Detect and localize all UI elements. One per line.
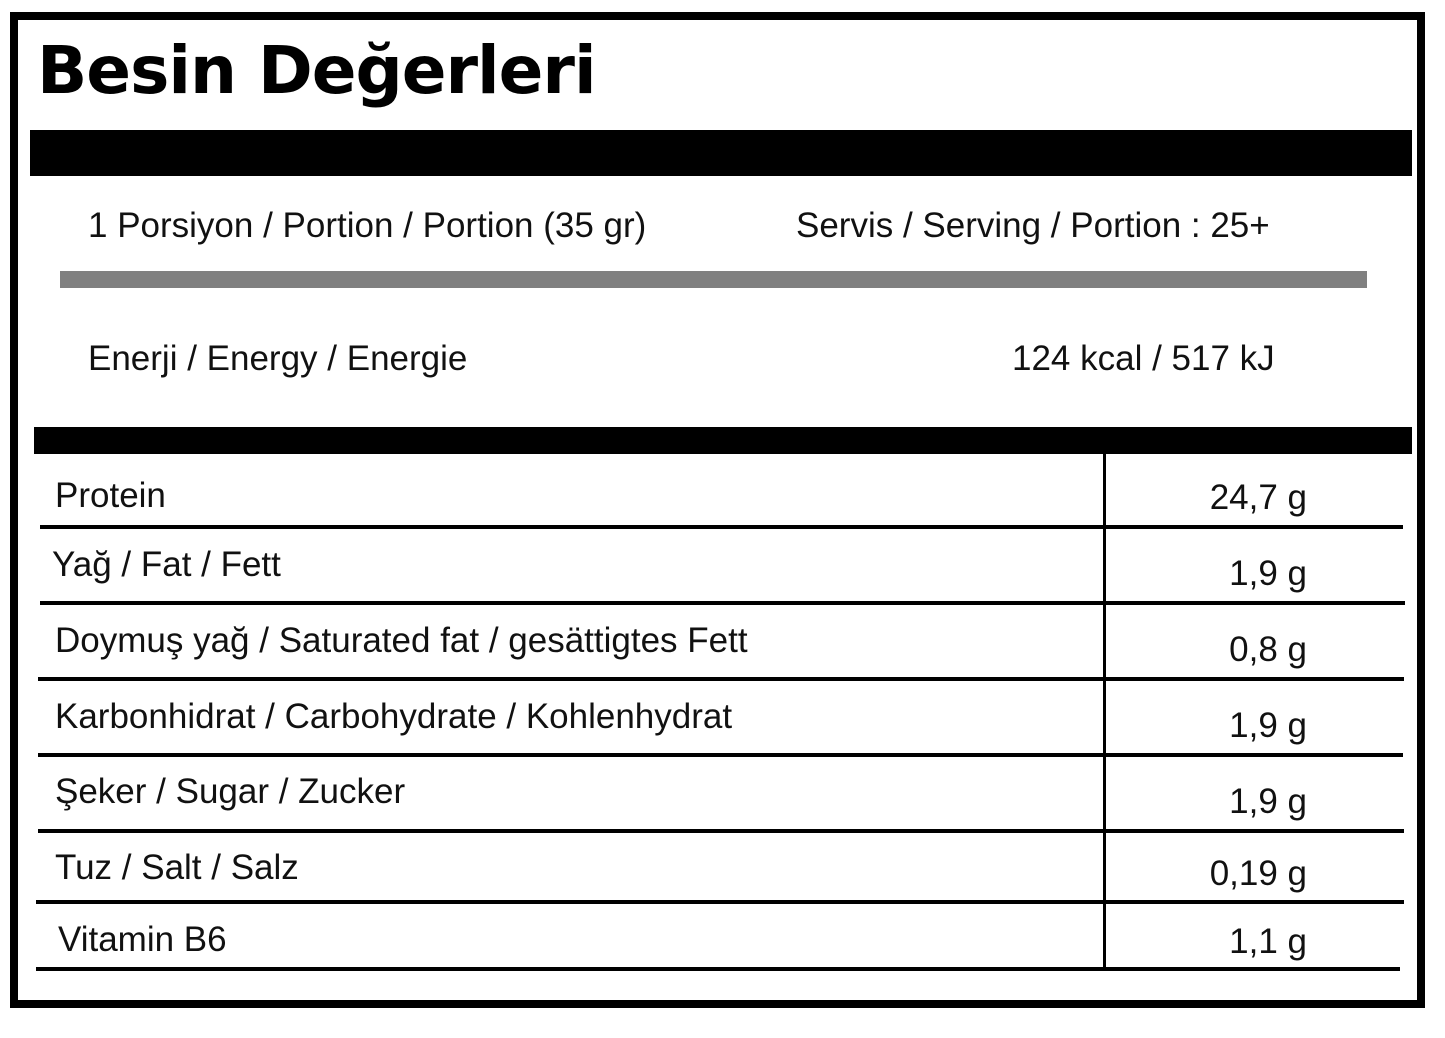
row-divider <box>40 601 1405 605</box>
row-divider <box>36 900 1404 904</box>
nutrient-label-saturated-fat: Doymuş yağ / Saturated fat / gesättigtes Fett <box>55 621 748 660</box>
table-header-bar <box>34 427 1412 454</box>
row-divider <box>38 829 1404 833</box>
portion-size-text: 1 Porsiyon / Portion / Portion (35 gr) <box>88 206 647 245</box>
nutrient-value-vitamin-b6: 1,1 g <box>1229 922 1307 961</box>
nutrient-value-fat: 1,9 g <box>1229 554 1307 593</box>
portion-divider-bar <box>60 271 1367 288</box>
energy-label: Enerji / Energy / Energie <box>88 339 468 378</box>
row-divider <box>38 677 1404 681</box>
nutrient-value-carbohydrate: 1,9 g <box>1229 706 1307 745</box>
nutrient-label-sugar: Şeker / Sugar / Zucker <box>55 772 406 811</box>
nutrient-value-protein: 24,7 g <box>1209 478 1307 517</box>
row-divider <box>36 967 1400 971</box>
nutrient-label-salt: Tuz / Salt / Salz <box>55 848 299 887</box>
nutrient-value-salt: 0,19 g <box>1209 854 1307 893</box>
row-divider <box>38 753 1403 757</box>
header-divider-bar <box>30 130 1412 176</box>
row-divider <box>40 525 1403 529</box>
nutrient-value-sugar: 1,9 g <box>1229 782 1307 821</box>
nutrient-label-vitamin-b6: Vitamin B6 <box>58 920 227 959</box>
nutrient-label-fat: Yağ / Fat / Fett <box>52 545 281 584</box>
nutrient-label-carbohydrate: Karbonhidrat / Carbohydrate / Kohlenhydrat <box>55 697 733 736</box>
servings-count-text: Servis / Serving / Portion : 25+ <box>796 206 1270 245</box>
energy-value: 124 kcal / 517 kJ <box>1012 339 1275 378</box>
page-title: Besin Değerleri <box>37 32 596 109</box>
column-divider <box>1103 454 1106 971</box>
nutrient-value-saturated-fat: 0,8 g <box>1229 630 1307 669</box>
nutrient-label-protein: Protein <box>55 476 166 515</box>
